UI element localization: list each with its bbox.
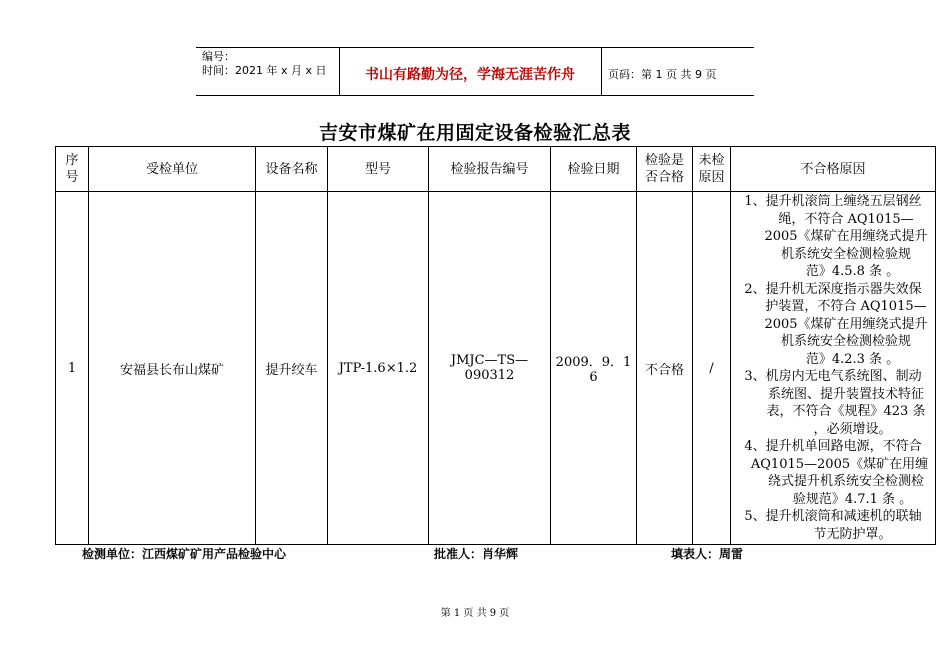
cell-model: JTP-1.6×1.2 [328, 192, 429, 545]
header-equipment: 设备名称 [256, 147, 328, 192]
document-title: 吉安市煤矿在用固定设备检验汇总表 [318, 122, 631, 144]
preparer: 填表人：周雷 [671, 547, 744, 561]
cell-date: 2009．9．1 6 [551, 192, 637, 545]
table-row [56, 192, 936, 545]
header-qualified: 检验是 否合格 [637, 147, 693, 192]
time-label: 时间：2021 年 x 月 x 日 [202, 64, 327, 77]
header-unit: 受检单位 [89, 147, 256, 192]
cell-reasons: 1、提升机滚筒上缠绕五层钢丝 绳，不符合 AQ1015— 2005《煤矿在用缠绕式提升 机系统安全检测检验规 范》4.5.8 条 。 2、提升机无深度指示器失效保 护装置，不符合 AQ1015— 2005《煤矿在用缠绕式提升 机系统安全检测检验规 范》4.2.3 条 。 3、机房内无电气系统图、制动 系统图、提升装置技术特征 表，不符合《规程》423 条 ，必须增设。 4、提升机单回路电源，不符合 AQ1015—2005《煤矿在用缠 绕式提升机系统安全检测检 验规范》4.7.1 条 。 5、提升机滚筒和减速机的联轴 节无防护罩。 [731, 192, 936, 545]
page-header [196, 47, 754, 96]
cell-not-inspected: / [693, 192, 731, 545]
header-divider [601, 47, 602, 96]
cell-equipment: 提升绞车 [256, 192, 328, 545]
cell-seq: 1 [56, 192, 89, 545]
header-report-no: 检验报告编号 [429, 147, 551, 192]
table-header-row [56, 147, 936, 192]
header-model: 型号 [328, 147, 429, 192]
header-top-rule [196, 47, 754, 48]
header-reason: 不合格原因 [731, 147, 936, 192]
header-seq: 序 号 [56, 147, 89, 192]
header-bottom-rule [196, 95, 754, 96]
header-page-label: 页码：第 1 页 共 9 页 [608, 68, 717, 81]
approver: 批准人：肖华辉 [434, 547, 519, 561]
cell-qualified: 不合格 [637, 192, 693, 545]
motto: 书山有路勤为径，学海无涯苦作舟 [365, 67, 575, 83]
header-not-inspected: 未检 原因 [693, 147, 731, 192]
inspection-unit: 检测单位：江西煤矿矿用产品检验中心 [82, 547, 287, 561]
number-label: 编号： [202, 50, 235, 63]
header-left [202, 50, 327, 78]
cell-unit: 安福县长布山煤矿 [89, 192, 256, 545]
page-number: 第 1 页 共 9 页 [440, 608, 510, 619]
summary-table [55, 146, 936, 545]
cell-report-no: JMJC—TS—090312 [429, 192, 551, 545]
header-date: 检验日期 [551, 147, 637, 192]
